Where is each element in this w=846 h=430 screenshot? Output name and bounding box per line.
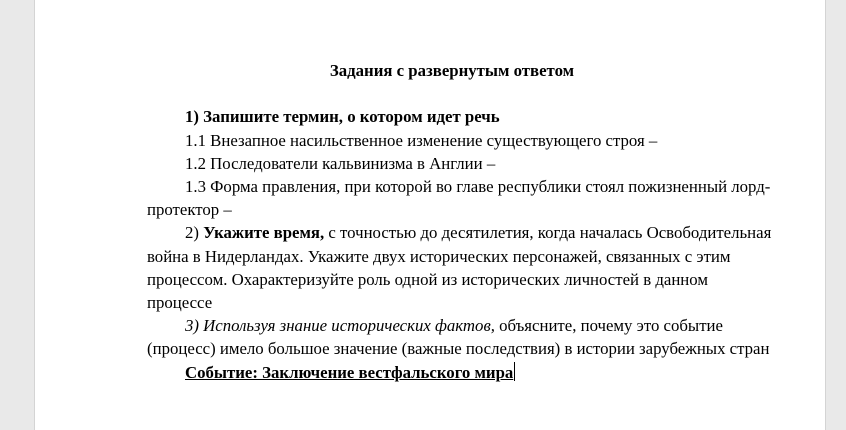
- document-title: Задания с развернутым ответом: [329, 61, 575, 80]
- task3-italic: 3) Используя знание исторических фактов,: [185, 316, 495, 336]
- task2-bold: Укажите время,: [203, 223, 325, 243]
- task2-paragraph: [147, 221, 777, 314]
- task2-text: с точностью до десятилетия, когда началась Освободительная война в Нидерландах. Укажите двух исторических персонажей, связанных с этим процессом. Охарактеризуйте роль одной из исторических личностей в данном процессе: [147, 223, 772, 313]
- task1-item-3: 1.3 Форма правления, при которой во главе республики стоял пожизненный лорд-протектор –: [147, 177, 771, 220]
- document-body[interactable]: [147, 59, 777, 384]
- task1-item-2: 1.2 Последователи кальвинизма в Англии –: [185, 153, 496, 173]
- task3-text: объясните, почему это событие (процесс) имело большое значение (важные последствия) в истории зарубежных стран: [147, 316, 770, 359]
- task3-paragraph: [147, 314, 777, 360]
- event-paragraph: [147, 361, 777, 384]
- text-cursor: [514, 362, 515, 381]
- empty-line: [147, 82, 777, 105]
- task1-heading: 1) Запишите термин, о котором идет речь: [185, 107, 500, 127]
- task2-number: 2): [185, 223, 204, 243]
- event-line: Событие: Заключение вестфальского мира: [185, 362, 514, 382]
- document-page: [34, 0, 826, 430]
- task1-item-1: 1.1 Внезапное насильственное изменение существующего строя –: [185, 130, 658, 150]
